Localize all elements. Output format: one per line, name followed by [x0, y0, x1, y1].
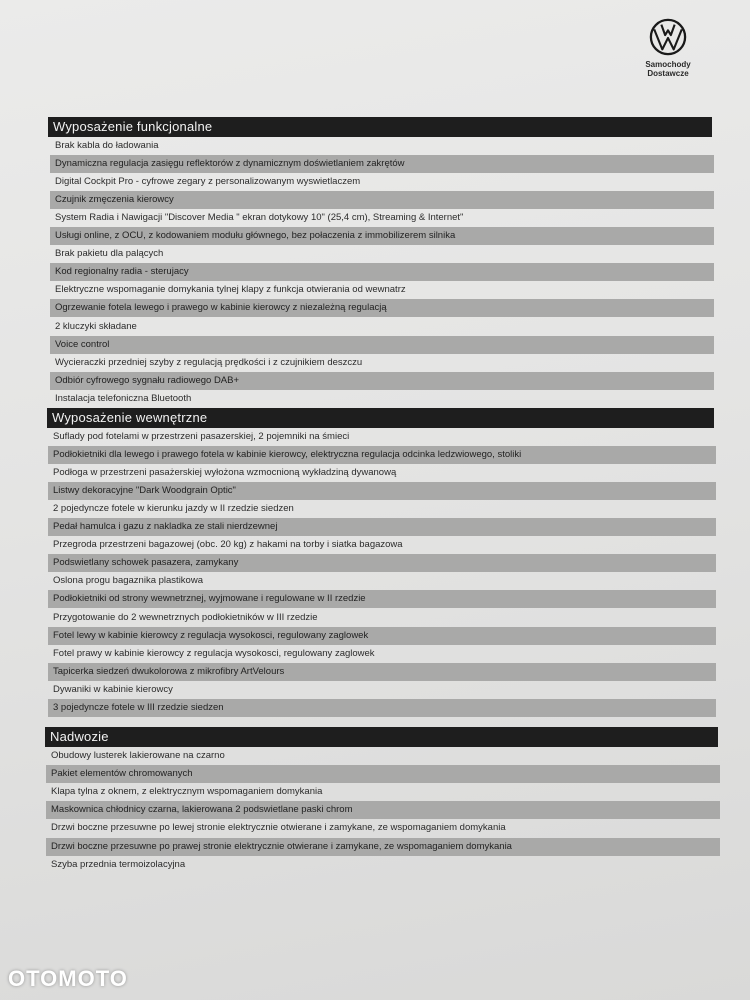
equipment-item: Pedał hamulca i gazu z nakladka ze stali nierdzewnej [48, 518, 716, 536]
equipment-item: Drzwi boczne przesuwne po lewej stronie elektrycznie otwierane i zamykane, ze wspomaganiem domykania [51, 822, 506, 834]
section-header: Nadwozie [45, 727, 718, 747]
equipment-item: Tapicerka siedzeń dwukolorowa z mikrofibry ArtVelours [48, 663, 716, 681]
equipment-item: Podłokietniki dla lewego i prawego fotela w kabinie kierowcy, elektryczna regulacja odcinka ledzwiowego, stoliki [48, 446, 716, 464]
equipment-item: Brak pakietu dla palących [55, 248, 164, 260]
brand-line-2: Dostawcze [647, 69, 689, 78]
equipment-item: Szyba przednia termoizolacyjna [51, 858, 186, 870]
section-header: Wyposażenie funkcjonalne [48, 117, 712, 137]
equipment-item: Podswietlany schowek pasazera, zamykany [48, 554, 716, 572]
watermark: OTOMOTO [8, 966, 128, 991]
equipment-item: Brak kabla do ładowania [55, 140, 159, 151]
equipment-item: 3 pojedyncze fotele w III rzedzie siedzen [48, 699, 716, 717]
equipment-item: Ogrzewanie fotela lewego i prawego w kabinie kierowcy z niezależną regulacją [50, 299, 714, 317]
equipment-item: Suflady pod fotelami w przestrzeni pasazerskiej, 2 pojemniki na śmieci [53, 431, 350, 442]
vw-logo-icon [649, 18, 687, 56]
equipment-item: Fotel prawy w kabinie kierowcy z regulacja wysokosci, regulowany zaglowek [53, 647, 375, 659]
equipment-item: Dywaniki w kabinie kierowcy [53, 683, 173, 695]
equipment-item: 2 kluczyki składane [55, 320, 137, 332]
equipment-item: Fotel lewy w kabinie kierowcy z regulacja wysokosci, regulowany zaglowek [48, 627, 716, 645]
equipment-item: Klapa tylna z oknem, z elektrycznym wspomaganiem domykania [51, 786, 323, 798]
equipment-item: Elektryczne wspomaganie domykania tylnej klapy z funkcja otwierania od wewnatrz [55, 284, 406, 296]
equipment-item: Obudowy lusterek lakierowane na czarno [51, 750, 225, 761]
equipment-item: 2 pojedyncze fotele w kierunku jazdy w II rzedzie siedzen [53, 503, 294, 515]
equipment-item: Maskownica chłodnicy czarna, lakierowana 2 podswietlane paski chrom [46, 801, 720, 819]
equipment-item: Instalacja telefoniczna Bluetooth [55, 392, 192, 404]
equipment-item: Kod regionalny radia - sterujacy [50, 263, 714, 281]
equipment-item: Listwy dekoracyjne "Dark Woodgrain Optic" [48, 482, 716, 500]
equipment-item: Czujnik zmęczenia kierowcy [50, 191, 714, 209]
equipment-item: Odbiór cyfrowego sygnału radiowego DAB+ [50, 372, 714, 390]
section-header: Wyposażenie wewnętrzne [47, 408, 714, 428]
equipment-item: Wycieraczki przedniej szyby z regulacją prędkości i z czujnikiem deszczu [55, 356, 363, 368]
brand-block [636, 18, 700, 78]
equipment-item: Oslona progu bagaznika plastikowa [53, 575, 203, 587]
equipment-item: Przygotowanie do 2 wewnetrznych podłokietników w III rzedzie [53, 611, 318, 623]
equipment-item: Podłoga w przestrzeni pasażerskiej wyłożona wzmocnioną wykładziną dywanową [53, 467, 397, 479]
equipment-item: System Radia i Nawigacji "Discover Media " ekran dotykowy 10" (25,4 cm), Streaming & Internet" [55, 212, 464, 224]
equipment-item: Pakiet elementów chromowanych [46, 765, 720, 783]
equipment-item: Usługi online, z OCU, z kodowaniem modułu głównego, bez połaczenia z immobilizerem silnika [50, 227, 714, 245]
brand-text [636, 60, 700, 78]
equipment-item: Voice control [50, 336, 714, 354]
equipment-item: Digital Cockpit Pro - cyfrowe zegary z personalizowanym wyswietlaczem [55, 176, 361, 188]
equipment-item: Przegroda przestrzeni bagazowej (obc. 20 kg) z hakami na torby i siatka bagazowa [53, 539, 403, 551]
equipment-item: Podłokietniki od strony wewnetrznej, wyjmowane i regulowane w II rzedzie [48, 590, 716, 608]
brand-line-1: Samochody [645, 60, 691, 69]
equipment-item: Dynamiczna regulacja zasięgu reflektorów z dynamicznym doświetlaniem zakrętów [50, 155, 714, 173]
equipment-item: Drzwi boczne przesuwne po prawej stronie elektrycznie otwierane i zamykane, ze wspomaganiem domykania [46, 838, 720, 856]
